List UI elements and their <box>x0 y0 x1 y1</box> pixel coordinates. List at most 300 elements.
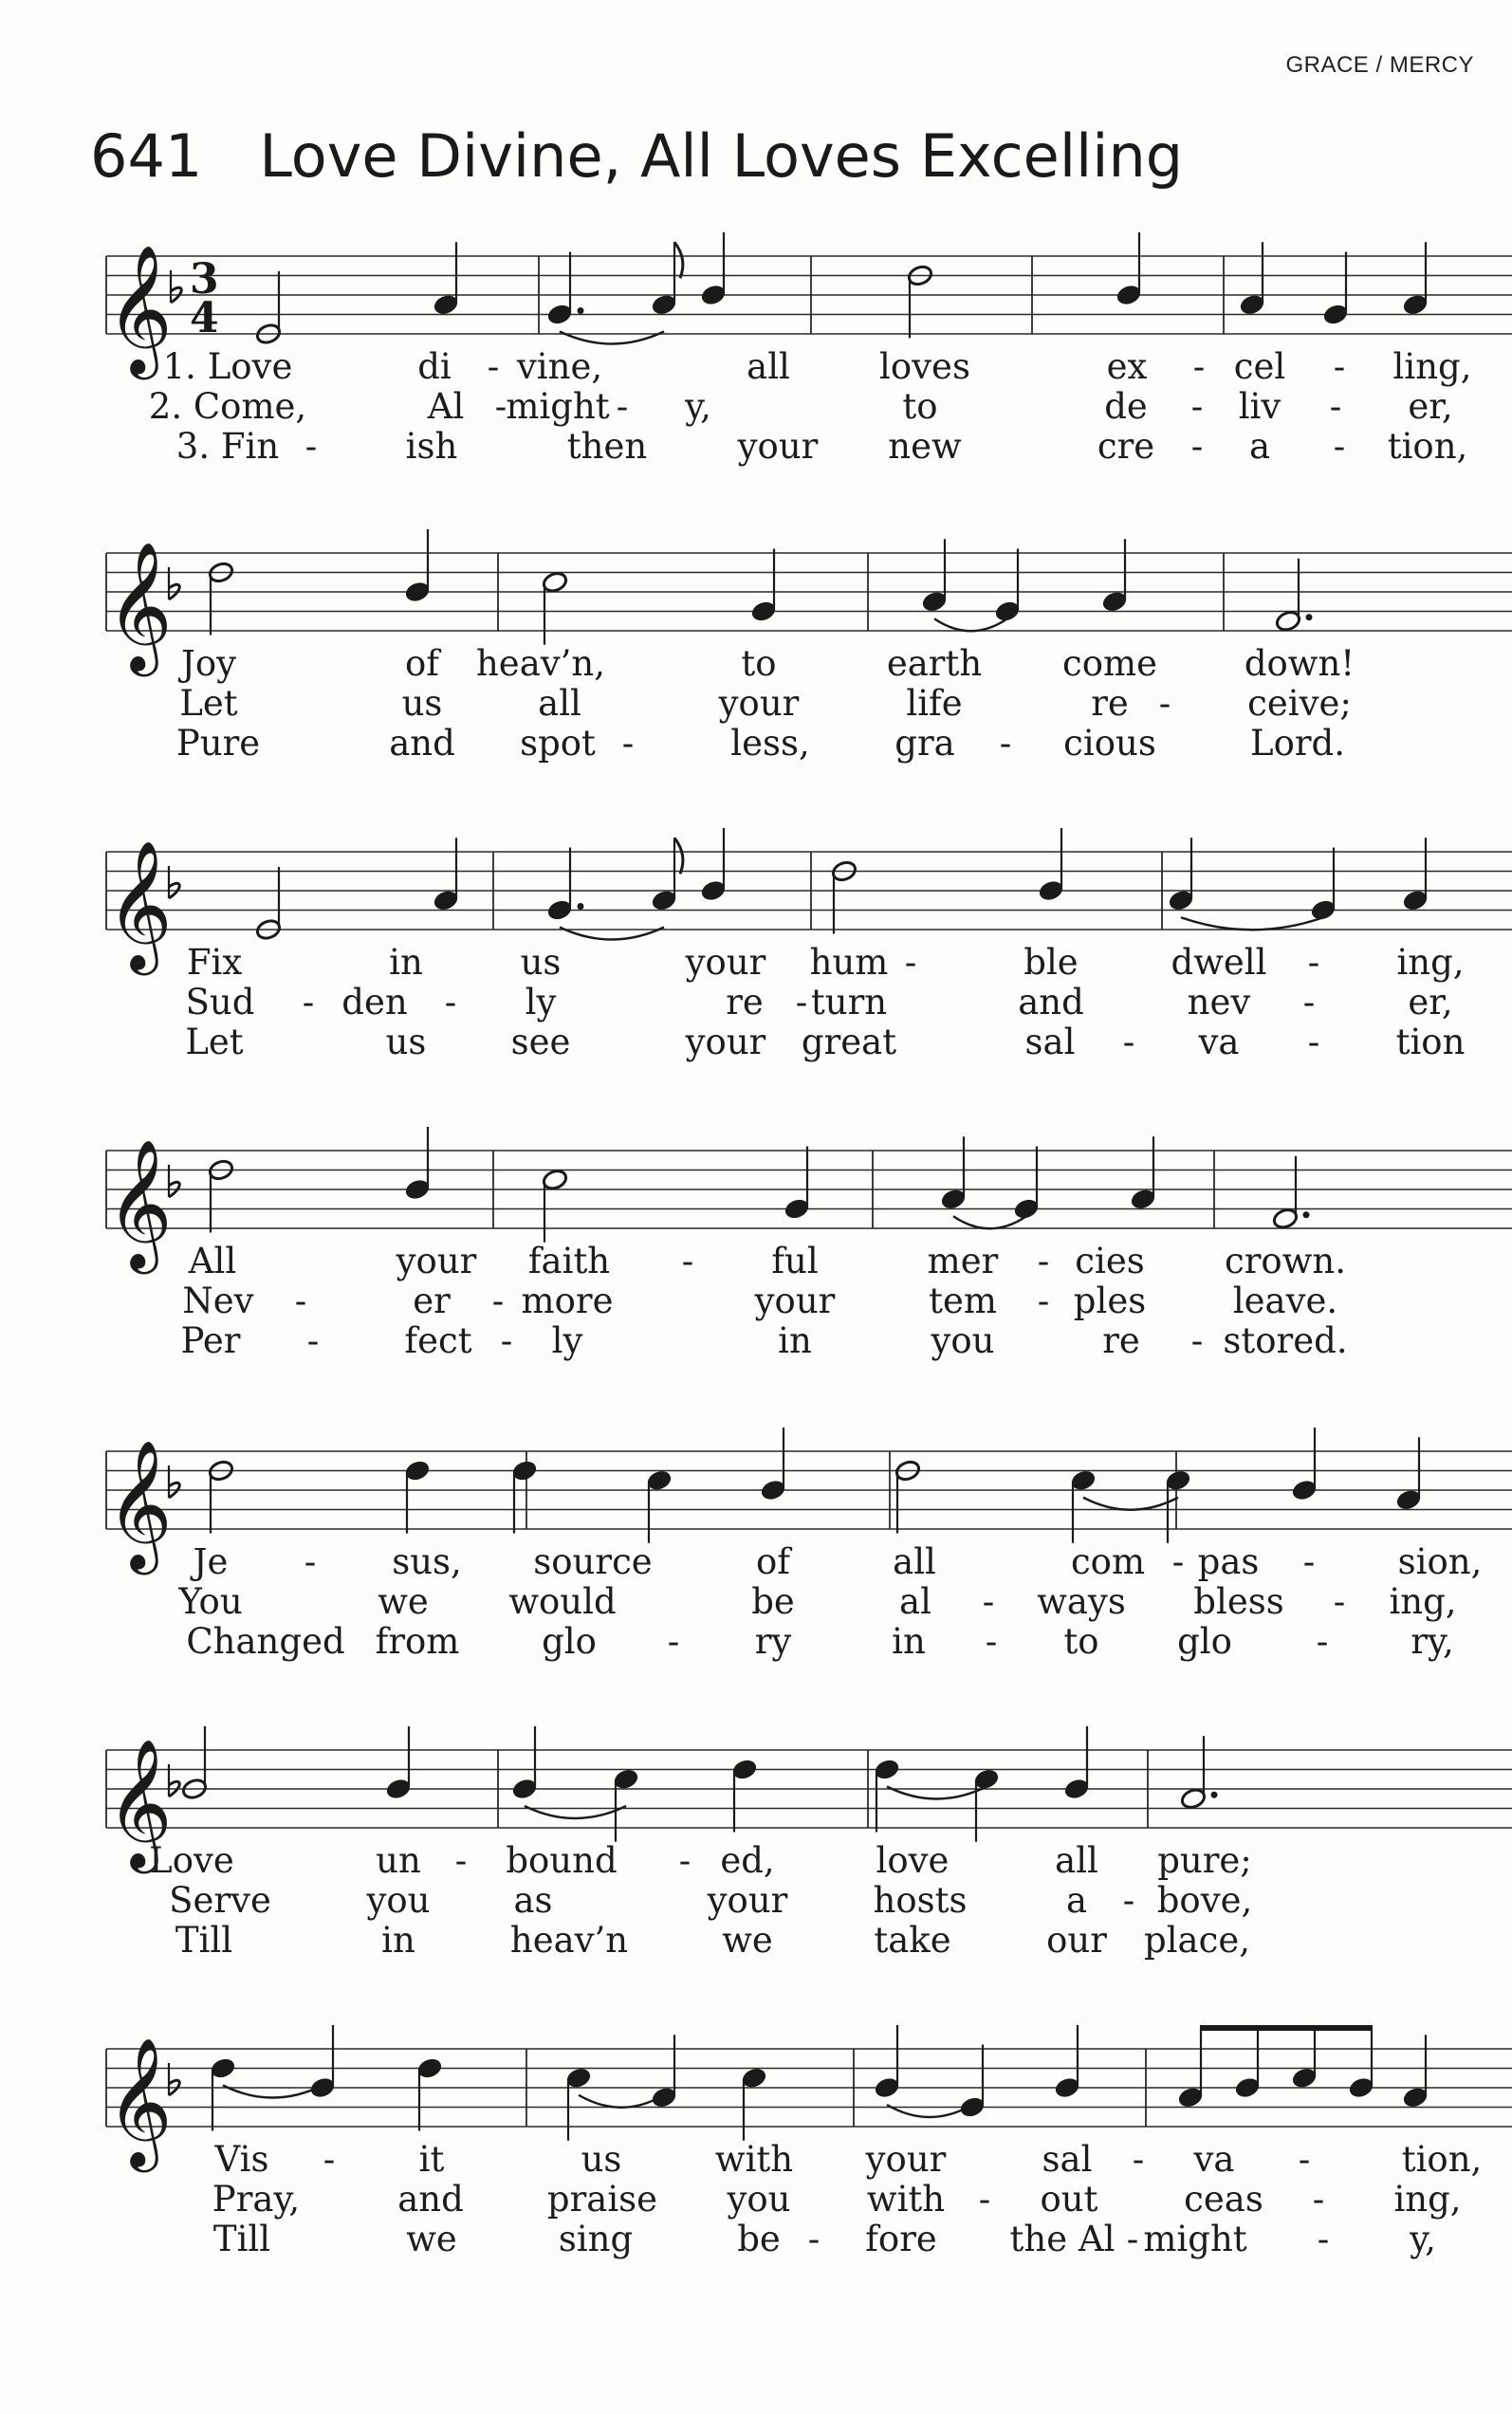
note <box>1402 2035 1429 2109</box>
lyric-syllable: loves <box>879 346 970 387</box>
lyric-syllable: gra <box>894 723 955 764</box>
lyric-syllable: sal <box>1024 1022 1076 1062</box>
note <box>1322 252 1350 326</box>
lyric-syllable: You <box>178 1581 243 1622</box>
lyric-syllable: ble <box>1023 942 1079 983</box>
lyric-syllable: take <box>874 1920 951 1961</box>
note <box>1168 838 1195 912</box>
lyric-syllable: ry, <box>1411 1621 1454 1662</box>
slur <box>934 618 1007 631</box>
lyric-syllable: leave. <box>1232 1281 1338 1321</box>
lyric-syllable: di <box>417 346 452 387</box>
note <box>542 1168 569 1242</box>
lyric-hyphen: - <box>681 1241 694 1281</box>
lyric-syllable: more <box>521 1281 614 1321</box>
note <box>651 2035 678 2109</box>
lyric-syllable: Vis <box>214 2139 269 2180</box>
lyric-hyphen: - <box>491 1281 505 1321</box>
lyric-syllable: turn <box>810 982 888 1023</box>
lyric-syllable: faith <box>527 1241 611 1281</box>
lyric-syllable: mer <box>927 1241 999 1281</box>
lyric-syllable: Je <box>193 1541 229 1582</box>
note <box>511 1726 539 1800</box>
hymn-number: 641 <box>90 121 203 191</box>
lyric-hyphen: - <box>1312 2179 1325 2220</box>
lyric-hyphen: - <box>1192 346 1206 387</box>
lyric-hyphen: - <box>999 723 1012 764</box>
music-system <box>0 1736 1512 2039</box>
lyric-hyphen: - <box>1190 426 1204 467</box>
lyric-syllable: cre <box>1097 426 1155 467</box>
note <box>784 1147 811 1221</box>
lyric-syllable: be <box>751 1581 795 1622</box>
lyric-syllable: er, <box>1408 386 1453 427</box>
svg-text:4: 4 <box>190 294 219 342</box>
lyric-syllable: you <box>366 1880 431 1921</box>
lyric-line-verse-3 <box>0 723 1512 763</box>
lyric-syllable: be <box>737 2219 781 2259</box>
lyric-line-verse-2 <box>0 1880 1512 1920</box>
note <box>1180 1736 1218 1810</box>
lyric-syllable: ples <box>1073 1281 1147 1321</box>
note <box>651 838 683 912</box>
lyric-hyphen: - <box>304 1541 317 1582</box>
lyric-syllable: see <box>510 1022 571 1062</box>
svg-text:𝄞: 𝄞 <box>106 1137 173 1268</box>
lyric-hyphen: - <box>1158 683 1171 724</box>
lyric-syllable: al <box>899 1581 931 1622</box>
lyric-syllable: earth <box>886 643 983 684</box>
lyric-syllable: hum <box>809 942 889 983</box>
lyric-hyphen: - <box>1190 386 1204 427</box>
lyric-hyphen: - <box>616 386 629 427</box>
note <box>1101 539 1129 613</box>
lyric-syllable: the Al <box>1009 2219 1116 2259</box>
slur <box>1181 917 1323 930</box>
lyric-syllable: down! <box>1244 643 1355 684</box>
lyric-hyphen: - <box>454 1840 468 1881</box>
lyric-hyphen: - <box>978 2179 991 2220</box>
note <box>1395 1437 1423 1511</box>
note <box>651 242 683 316</box>
lyric-syllable: cies <box>1075 1241 1145 1281</box>
music-system <box>0 539 1512 842</box>
svg-text:𝄞: 𝄞 <box>106 1737 173 1868</box>
lyric-syllable: ly <box>525 982 557 1023</box>
lyric-syllable: your <box>396 1241 477 1281</box>
lyric-syllable: us <box>385 1022 427 1062</box>
note <box>404 1459 432 1533</box>
time-signature <box>190 255 219 342</box>
note <box>1070 1468 1097 1542</box>
lyric-line-verse-2 <box>0 683 1512 723</box>
music-system <box>0 242 1512 545</box>
lyric-syllable: praise <box>546 2179 658 2220</box>
note <box>1275 559 1313 633</box>
lyric-line-verse-3 <box>0 1920 1512 1960</box>
lyric-syllable: All <box>188 1241 237 1281</box>
lyric-syllable: Sud <box>185 982 255 1023</box>
lyric-syllable: Let <box>185 1022 244 1062</box>
lyric-syllable: us <box>401 683 443 724</box>
lyric-syllable: in <box>381 1920 415 1961</box>
lyric-line-verse-3 <box>0 1022 1512 1061</box>
note <box>750 549 778 623</box>
music-system <box>0 1136 1512 1440</box>
lyric-syllable: and <box>397 2179 464 2220</box>
lyric-syllable: fore <box>865 2219 937 2259</box>
lyric-hyphen: - <box>1037 1281 1050 1321</box>
lyric-hyphen: - <box>1307 942 1320 983</box>
note <box>700 828 728 902</box>
lyric-line-verse-2 <box>0 2179 1512 2219</box>
lyric-hyphen: - <box>494 386 507 427</box>
note <box>874 2025 901 2099</box>
lyric-syllable: as <box>513 1880 553 1921</box>
lyric-hyphen: - <box>795 982 808 1023</box>
lyric-syllable: tion, <box>1401 2139 1483 2180</box>
lyric-syllable: va <box>1193 2139 1235 2180</box>
svg-text:𝄞: 𝄞 <box>106 838 173 969</box>
lyric-syllable: Per <box>180 1320 241 1361</box>
lyric-syllable: ex <box>1106 346 1148 387</box>
note <box>1116 232 1143 306</box>
lyric-syllable: with <box>714 2139 794 2180</box>
lyric-line-verse-1 <box>0 1840 1512 1880</box>
lyric-syllable: fect <box>404 1320 472 1361</box>
note <box>1272 1156 1310 1230</box>
note <box>1402 242 1429 316</box>
lyric-syllable: Serve <box>169 1880 271 1921</box>
lyric-line-verse-1 <box>0 942 1512 982</box>
lyric-syllable: we <box>378 1581 429 1622</box>
lyric-syllable: your <box>737 426 819 467</box>
lyric-syllable: heav’n <box>509 1920 629 1961</box>
lyric-syllable: your <box>754 1281 836 1321</box>
lyric-syllable: Till <box>175 1920 233 1961</box>
lyric-line-verse-1 <box>0 1541 1512 1581</box>
lyric-syllable: your <box>865 2139 947 2180</box>
lyric-hyphen: - <box>1329 386 1342 427</box>
lyric-syllable: us <box>581 2139 622 2180</box>
lyric-syllable: nev <box>1187 982 1251 1023</box>
lyric-syllable: in <box>389 942 423 983</box>
lyric-syllable: y, <box>1410 2219 1436 2259</box>
lyric-syllable: tion, <box>1387 426 1468 467</box>
lyric-hyphen: - <box>1333 346 1346 387</box>
lyric-syllable: of <box>756 1541 790 1582</box>
music-system <box>0 838 1512 1141</box>
lyric-syllable: ceive; <box>1247 683 1352 724</box>
lyric-syllable: cel <box>1233 346 1286 387</box>
lyric-hyphen: - <box>323 2139 336 2180</box>
lyric-line-verse-3 <box>0 1621 1512 1661</box>
lyric-syllable: pas <box>1197 1541 1260 1582</box>
note <box>1310 848 1337 922</box>
lyric-syllable: to <box>1063 1621 1099 1662</box>
slur <box>1083 1498 1178 1510</box>
lyric-syllable: glo <box>1177 1621 1232 1662</box>
lyric-syllable: 2. Come, <box>148 386 307 427</box>
lyric-syllable: dwell <box>1171 942 1267 983</box>
lyric-syllable: you <box>931 1320 995 1361</box>
lyric-syllable: in <box>892 1621 926 1662</box>
lyric-hyphen: - <box>444 982 457 1023</box>
lyric-syllable: ing, <box>1389 1581 1457 1622</box>
note <box>404 529 432 603</box>
lyric-syllable: Changed <box>186 1621 345 1662</box>
note <box>1130 1136 1157 1210</box>
lyric-hyphen: - <box>1302 982 1316 1023</box>
lyric-syllable: bless <box>1193 1581 1284 1622</box>
lyric-syllable: with <box>866 2179 946 2220</box>
lyric-hyphen: - <box>500 1320 513 1361</box>
note <box>1054 2025 1081 2099</box>
note <box>646 1468 673 1542</box>
lyric-syllable: come <box>1062 643 1157 684</box>
note <box>700 232 728 306</box>
lyric-line-verse-3 <box>0 426 1512 466</box>
svg-text:3: 3 <box>190 255 219 304</box>
lyric-syllable: you <box>727 2179 791 2220</box>
lyric-hyphen: - <box>621 723 635 764</box>
lyric-line-verse-2 <box>0 1581 1512 1621</box>
lyric-syllable: Till <box>212 2219 271 2259</box>
note <box>940 1136 968 1210</box>
lyric-syllable: your <box>685 1022 766 1062</box>
lyric-syllable: Pure <box>175 723 261 764</box>
music-system <box>0 2035 1512 2338</box>
lyric-syllable: ish <box>405 426 458 467</box>
lyric-syllable: ing, <box>1396 942 1465 983</box>
lyric-syllable: all <box>1055 1840 1098 1881</box>
lyric-syllable: we <box>406 2219 457 2259</box>
lyric-syllable: ed, <box>720 1840 775 1881</box>
lyric-syllable: of <box>405 643 439 684</box>
lyric-hyphen: - <box>1126 2219 1139 2259</box>
lyric-syllable: life <box>906 683 963 724</box>
lyric-hyphen: - <box>1132 2139 1145 2180</box>
lyric-hyphen: - <box>1307 1022 1320 1062</box>
lyric-line-verse-1 <box>0 643 1512 683</box>
lyric-syllable: er <box>413 1281 451 1321</box>
lyric-syllable: source <box>533 1541 653 1582</box>
lyric-hyphen: - <box>1316 1621 1329 1662</box>
note <box>1239 242 1266 316</box>
lyric-syllable: liv <box>1238 386 1282 427</box>
lyric-syllable: Lord. <box>1250 723 1345 764</box>
lyric-syllable: y, <box>685 386 711 427</box>
lyric-syllable: crown. <box>1225 1241 1346 1281</box>
lyric-syllable: er, <box>1408 982 1453 1023</box>
lyric-syllable: cious <box>1063 723 1156 764</box>
lyric-syllable: tion <box>1395 1022 1466 1062</box>
lyric-hyphen: - <box>678 1840 691 1881</box>
lyric-line-verse-1 <box>0 346 1512 386</box>
lyric-syllable: less, <box>730 723 810 764</box>
lyric-syllable: would <box>508 1581 617 1622</box>
slur <box>579 2095 664 2108</box>
lyric-syllable: Pray, <box>212 2179 301 2220</box>
note <box>309 2025 337 2099</box>
lyric-syllable: sus, <box>392 1541 462 1582</box>
lyric-syllable: new <box>888 426 962 467</box>
lyric-syllable: Joy <box>180 643 237 684</box>
lyric-syllable: re <box>1102 1320 1140 1361</box>
lyric-syllable: out <box>1040 2179 1098 2220</box>
lyric-syllable: in <box>778 1320 812 1361</box>
lyric-syllable: sion, <box>1397 1541 1483 1582</box>
note <box>613 1767 640 1841</box>
lyric-syllable: place, <box>1144 1920 1250 1961</box>
lyric-syllable: us <box>520 942 562 983</box>
lyric-syllable: your <box>685 942 766 983</box>
lyric-syllable: tem <box>929 1281 997 1321</box>
lyric-hyphen: - <box>1298 2139 1311 2180</box>
lyric-syllable: glo <box>542 1621 597 1662</box>
lyric-syllable: Let <box>179 683 238 724</box>
lyric-line-verse-2 <box>0 1281 1512 1320</box>
lyric-hyphen: - <box>1122 1880 1135 1921</box>
lyric-syllable: your <box>707 1880 788 1921</box>
lyric-syllable: com <box>1070 1541 1146 1582</box>
lyric-line-verse-2 <box>0 386 1512 426</box>
lyric-hyphen: - <box>1317 2219 1330 2259</box>
lyric-syllable: stored. <box>1223 1320 1348 1361</box>
lyric-syllable: re <box>726 982 764 1023</box>
lyric-hyphen: - <box>294 1281 307 1321</box>
note <box>511 1459 539 1533</box>
lyric-syllable: our <box>1046 1920 1107 1961</box>
lyric-syllable: sal <box>1042 2139 1093 2180</box>
lyric-syllable: 1. Love <box>162 346 293 387</box>
hymn-title: Love Divine, All Loves Excelling <box>259 121 1184 191</box>
music-system <box>0 1437 1512 1741</box>
note <box>433 838 460 912</box>
lyric-hyphen: - <box>304 426 318 467</box>
note <box>994 549 1022 623</box>
lyric-syllable: 3. Fin <box>175 426 280 467</box>
lyric-syllable: va <box>1198 1022 1240 1062</box>
lyric-syllable: ly <box>551 1320 583 1361</box>
note <box>921 539 949 613</box>
note <box>416 2056 444 2130</box>
note <box>1013 1147 1041 1221</box>
lyric-syllable: all <box>538 683 581 724</box>
lyric-syllable: ceas <box>1184 2179 1263 2220</box>
lyric-syllable: sing <box>558 2219 634 2259</box>
section-header: GRACE / MERCY <box>1285 52 1474 78</box>
lyric-syllable: ing, <box>1393 2179 1462 2220</box>
slur <box>953 1216 1026 1228</box>
lyric-hyphen: - <box>1190 1320 1204 1361</box>
svg-text:𝄞: 𝄞 <box>106 2036 173 2166</box>
note <box>433 242 460 316</box>
svg-text:𝄞: 𝄞 <box>106 1438 173 1569</box>
note <box>542 570 569 644</box>
note <box>1165 1468 1192 1542</box>
svg-text:𝄞: 𝄞 <box>106 540 173 671</box>
lyric-hyphen: - <box>1302 1541 1316 1582</box>
lyric-syllable: and <box>1018 982 1084 1023</box>
lyric-syllable: ling, <box>1392 346 1472 387</box>
note <box>973 1767 1001 1841</box>
lyric-hyphen: - <box>1333 1581 1346 1622</box>
lyric-syllable: bove, <box>1156 1880 1253 1921</box>
lyric-hyphen: - <box>306 1320 320 1361</box>
lyric-syllable: ways <box>1037 1581 1126 1622</box>
lyric-hyphen: - <box>487 346 500 387</box>
lyric-hyphen: - <box>1333 426 1346 467</box>
lyric-hyphen: - <box>982 1581 995 1622</box>
lyric-hyphen: - <box>807 2219 821 2259</box>
lyric-syllable: might <box>1143 2219 1247 2259</box>
lyric-syllable: might <box>506 386 610 427</box>
lyric-syllable: love <box>876 1840 950 1881</box>
lyric-syllable: spot <box>520 723 596 764</box>
note <box>385 1726 413 1800</box>
hymn-heading <box>90 121 1183 191</box>
lyric-line-verse-1 <box>0 2139 1512 2179</box>
lyric-syllable: all <box>893 1541 936 1582</box>
lyric-syllable: it <box>418 2139 445 2180</box>
note <box>565 2066 593 2140</box>
note <box>210 2056 237 2130</box>
lyric-syllable: re <box>1091 683 1129 724</box>
lyric-syllable: Fix <box>186 942 243 983</box>
note <box>1063 1726 1091 1800</box>
lyric-hyphen: - <box>302 982 315 1023</box>
lyric-syllable: and <box>389 723 455 764</box>
lyric-syllable: un <box>376 1840 421 1881</box>
lyric-syllable: a <box>1248 426 1271 467</box>
lyric-syllable: bound <box>506 1840 618 1881</box>
note <box>1291 1428 1318 1502</box>
lyric-syllable: Love <box>149 1840 234 1881</box>
note <box>731 1758 759 1832</box>
lyric-hyphen: - <box>1171 1541 1185 1582</box>
lyric-syllable: ry <box>754 1621 792 1662</box>
lyric-syllable: vine, <box>516 346 603 387</box>
lyric-hyphen: - <box>904 942 917 983</box>
lyric-syllable: ful <box>771 1241 819 1281</box>
lyric-syllable: from <box>375 1621 460 1662</box>
lyric-syllable: Nev <box>182 1281 254 1321</box>
lyric-syllable: Al <box>427 386 465 427</box>
note <box>874 1758 901 1832</box>
note <box>741 2066 768 2140</box>
lyric-line-verse-1 <box>0 1241 1512 1281</box>
lyric-syllable: to <box>902 386 938 427</box>
lyric-line-verse-3 <box>0 1320 1512 1360</box>
lyric-hyphen: - <box>1122 1022 1135 1062</box>
lyric-syllable: then <box>566 426 648 467</box>
lyric-syllable: great <box>801 1022 897 1062</box>
lyric-syllable: den <box>341 982 408 1023</box>
lyric-syllable: heav’n, <box>475 643 606 684</box>
svg-text:𝄞: 𝄞 <box>106 243 173 374</box>
note <box>1038 828 1065 902</box>
lyric-hyphen: - <box>985 1621 998 1662</box>
lyric-hyphen: - <box>1037 1241 1050 1281</box>
lyric-hyphen: - <box>667 1621 680 1662</box>
lyric-line-verse-2 <box>0 982 1512 1022</box>
note <box>404 1127 432 1201</box>
lyric-syllable: we <box>722 1920 773 1961</box>
lyric-syllable: all <box>747 346 790 387</box>
lyric-syllable: pure; <box>1157 1840 1252 1881</box>
note <box>1402 838 1429 912</box>
